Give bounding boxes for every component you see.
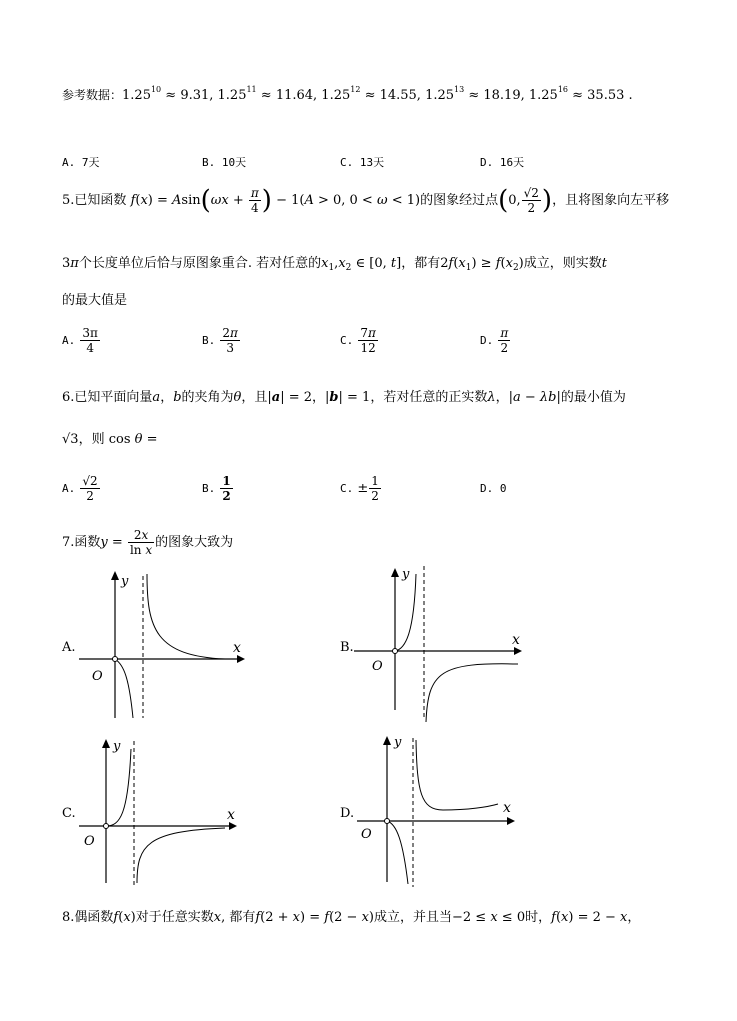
graph-c [75, 735, 245, 885]
q4-option-c: C. 13天 [340, 156, 385, 169]
q4-option-a: A. 7天 [62, 156, 100, 169]
q4-option-d: D. 16天 [480, 156, 525, 169]
q5-text: ，都有 [401, 256, 441, 271]
q6-option-d: D. 0 [480, 482, 507, 495]
svg-text:y: y [402, 567, 410, 582]
q5-text: 成立，则实数 [523, 256, 602, 271]
graph-b [350, 562, 530, 724]
q6-option-a: A. $\frac{√2}{2}$ [62, 474, 98, 503]
svg-text:y: y [113, 739, 121, 754]
svg-text:x: x [512, 632, 520, 648]
reference-label: 参考数据： [62, 88, 123, 102]
q5-text: 个长度单位后恰与原图象重合. 若对任意的 [78, 256, 322, 271]
graph-label-d: D. [340, 806, 355, 821]
graph-label-b: B. [340, 640, 354, 655]
svg-text:O: O [361, 827, 372, 842]
question-number: 5. [62, 193, 75, 208]
svg-text:x: x [227, 807, 235, 823]
svg-text:O: O [92, 669, 103, 684]
graph-d [353, 732, 525, 892]
svg-text:y: y [394, 735, 402, 750]
graph-label-c: C. [62, 806, 76, 821]
q7-line-1: 7.函数y = $\frac{2x}{\text{ln x}}$ 的图象大致为 [62, 528, 234, 557]
svg-text:y: y [121, 574, 129, 589]
q8-line-1: 8.偶函数f(x)对于任意实数x, 都有f(2 + x) = f(2 − x)成立，并且当−2 ≤ x ≤ 0时，f(x) = 2 − x， [62, 910, 641, 925]
graph-a [75, 568, 250, 723]
q5-option-d: D. $\frac{\pi}{2}$ [480, 326, 509, 355]
graph-label-a: A. [62, 640, 76, 655]
q6-option-c: C. ± $\frac{1}{2}$ [340, 474, 379, 503]
q5-option-c: C. $\frac{7\pi}{12}$ [340, 326, 376, 355]
q5-line-3: 的最大值是 [62, 293, 128, 308]
q5-text: 已知函数 [74, 193, 127, 208]
q5-option-a: A. $\frac{3\pi}{4}$ [62, 326, 98, 355]
svg-text:x: x [233, 640, 241, 656]
q4-option-b: B. 10天 [202, 156, 247, 169]
svg-text:O: O [84, 834, 95, 849]
q6-line-1: 6.已知平面向量a，b的夹角为θ，且|a| = 2，|b| = 1，若对任意的正实数λ，|a − λb|的最小值为 [62, 390, 626, 405]
q5-option-b: B. $\frac{2\pi}{3}$ [202, 326, 238, 355]
q6-line-2: √3，则 cos θ = [62, 432, 158, 447]
reference-data: 参考数据：$1.25^{10} \approx 9.31$, $1.25^{11} \approx 11.64$, $1.25^{12} \approx 14.55$, $1.25^{13} \approx 18.19$, $1.25^{16} \approx 35.53$ . [62, 85, 633, 103]
q5-line-2: 3π个长度单位后恰与原图象重合. 若对任意的$x_1,x_2$ ∈ [0, t]，都有$2f(x_1) \ge f(x_2)$成立，则实数t [62, 256, 607, 273]
q6-option-b: B. $\frac{1}{2}$ [202, 474, 231, 503]
q5-line-1: 5.已知函数 f(x) = Asin(ωx + $\frac{\pi}{4}$ ) − 1(A > 0, 0 < ω < 1)的图象经过点(0, $\frac{√2}{2}$ )，且将图象向左平移 [62, 185, 670, 216]
q5-text: ，且将图象向左平移 [552, 193, 670, 208]
svg-text:x: x [503, 800, 511, 816]
q5-text: 的图象经过点 [420, 193, 499, 208]
svg-text:O: O [372, 659, 383, 674]
